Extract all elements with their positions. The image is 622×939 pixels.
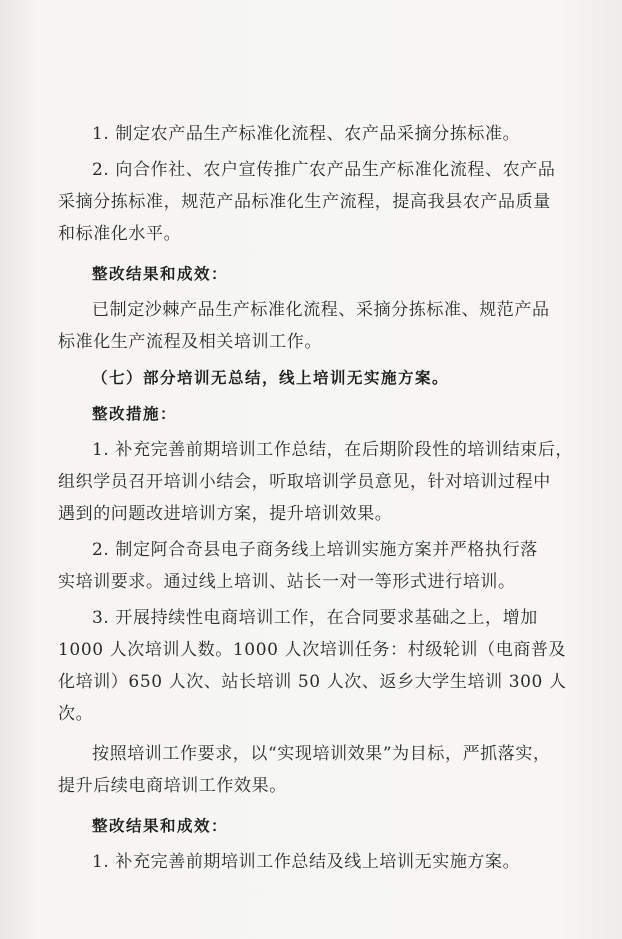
- measure-3-line-3: 化培训）650 人次、站长培训 50 人次、返乡大学生培训 300 人: [58, 672, 567, 692]
- item-1-standardization: 1. 制定农产品生产标准化流程、农产品采摘分拣标准。: [92, 124, 521, 144]
- rectification-measures-heading: 整改措施：: [92, 405, 178, 423]
- measure-2-line-2: 实培训要求。通过线上培训、站长一对一等形式进行培训。: [58, 572, 516, 592]
- measure-3-line-2: 1000 人次培训人数。1000 人次培训任务：村级轮训（电商普及: [58, 640, 567, 660]
- results-1-line-1: 已制定沙棘产品生产标准化流程、采摘分拣标准、规范产品: [92, 300, 550, 320]
- document-body: [58, 118, 574, 878]
- requirement-line-1: 按照培训工作要求，以“实现培训效果”为目标，严抓落实，: [92, 744, 551, 764]
- item-2-promotion-line-3: 和标准化水平。: [58, 224, 182, 244]
- measure-3-line-4: 次。: [58, 704, 94, 724]
- measure-1-line-3: 遇到的问题改进培训方案，提升培训效果。: [58, 504, 393, 524]
- item-2-promotion-line-2: 采摘分拣标准，规范产品标准化生产流程，提高我县农产品质量: [58, 192, 551, 212]
- measure-1-line-1: 1. 补充完善前期培训工作总结，在后期阶段性的培训结束后，: [92, 440, 574, 460]
- measure-3-line-1: 3. 开展持续性电商培训工作，在合同要求基础之上，增加: [92, 608, 538, 628]
- requirement-line-2: 提升后续电商培训工作效果。: [58, 776, 287, 796]
- measure-1-line-2: 组织学员召开培训小结会，听取培训学员意见，针对培训过程中: [58, 472, 551, 492]
- measure-2-line-1: 2. 制定阿合奇县电子商务线上培训实施方案并严格执行落: [92, 540, 538, 560]
- results-1-line-2: 标准化生产流程及相关培训工作。: [58, 332, 322, 352]
- rectification-results-heading-2: 整改结果和成效：: [92, 817, 229, 835]
- item-2-promotion-line-1: 2. 向合作社、农户宣传推广农产品生产标准化流程、农产品: [92, 160, 556, 180]
- rectification-results-heading-1: 整改结果和成效：: [92, 265, 229, 283]
- results-2-line-1: 1. 补充完善前期培训工作总结及线上培训无实施方案。: [92, 852, 521, 872]
- section-7-heading: （七）部分培训无总结，线上培训无实施方案。: [92, 369, 450, 387]
